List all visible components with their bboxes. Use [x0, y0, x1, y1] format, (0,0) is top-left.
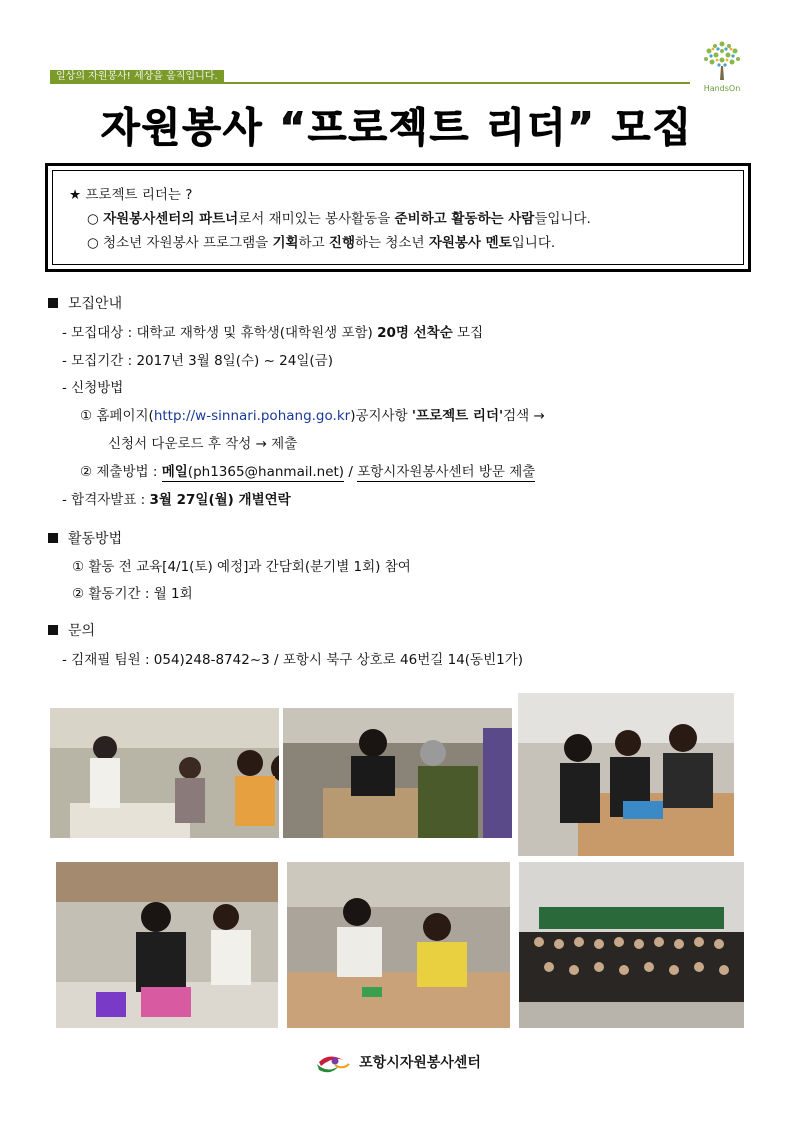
activity-photo-2: [283, 708, 512, 838]
intro-line-2: ○ 청소년 자원봉사 프로그램을 기획하고 진행하는 청소년 자원봉사 멘토입니다.: [87, 235, 556, 251]
activity-photo-3: [518, 693, 734, 856]
section-contact-heading: 문의: [48, 620, 95, 640]
bullet-square-icon: [48, 533, 58, 543]
tagline-rule: [50, 82, 690, 84]
activity-photo-1: [50, 708, 279, 838]
tagline: 일상의 자원봉사! 세상을 움직입니다.: [50, 70, 224, 84]
logo-text: HandsOn: [703, 84, 741, 93]
page-title: 자원봉사 “프로젝트 리더” 모집: [100, 105, 694, 151]
contact-line: - 김재필 팀원 : 054)248-8742~3 / 포항시 북구 상호로 46번길 14(동빈1가): [62, 652, 524, 668]
email-link[interactable]: (ph1365@hanmail.net): [187, 464, 345, 480]
recruit-step-1: ① 홈페이지(http://w-sinnari.pohang.go.kr)공지사항 '프로젝트 리더'검색 →: [80, 408, 545, 424]
recruit-step-2: ② 제출방법 : 메일(ph1365@hanmail.net) / 포항시자원봉사센터 방문 제출: [80, 464, 536, 480]
tagline-bar: [50, 70, 690, 84]
recruit-target: - 모집대상 : 대학교 재학생 및 휴학생(대학원생 포함) 20명 선착순 모집: [62, 325, 484, 341]
footer: [0, 1052, 794, 1074]
handson-logo: [697, 38, 747, 100]
intro-question: ★ 프로젝트 리더는 ?: [69, 187, 193, 203]
visit-text: 포항시자원봉사센터 방문 제출: [357, 464, 536, 480]
homepage-link[interactable]: http://w-sinnari.pohang.go.kr: [153, 408, 351, 424]
activity-item-2: ② 활동기간 : 월 1회: [72, 586, 193, 602]
bullet-square-icon: [48, 298, 58, 308]
footer-org-name: 포항시자원봉사센터: [359, 1055, 481, 1071]
tree-icon: [697, 38, 747, 84]
recruit-announce: - 합격자발표 : 3월 27일(월) 개별연락: [62, 492, 291, 508]
recruit-step-1-cont: 신청서 다운로드 후 작성 → 제출: [108, 436, 298, 452]
activity-item-1: ① 활동 전 교육[4/1(토) 예정]과 간담회(분기별 1회) 참여: [72, 559, 411, 575]
intro-line-1: ○ 자원봉사센터의 파트너로서 재미있는 봉사활동을 준비하고 활동하는 사람들입니다.: [87, 211, 591, 227]
activity-photo-5: [287, 862, 510, 1028]
recruit-period: - 모집기간 : 2017년 3월 8일(수) ~ 24일(금): [62, 353, 333, 369]
activity-photo-4: [56, 862, 278, 1028]
activity-photo-6: [519, 862, 744, 1028]
section-activity-heading: 활동방법: [48, 528, 122, 548]
bullet-square-icon: [48, 625, 58, 635]
center-logo-icon: [313, 1052, 353, 1074]
recruit-method-label: - 신청방법: [62, 380, 124, 396]
section-recruit-heading: 모집안내: [48, 293, 122, 313]
intro-box: [45, 163, 751, 272]
